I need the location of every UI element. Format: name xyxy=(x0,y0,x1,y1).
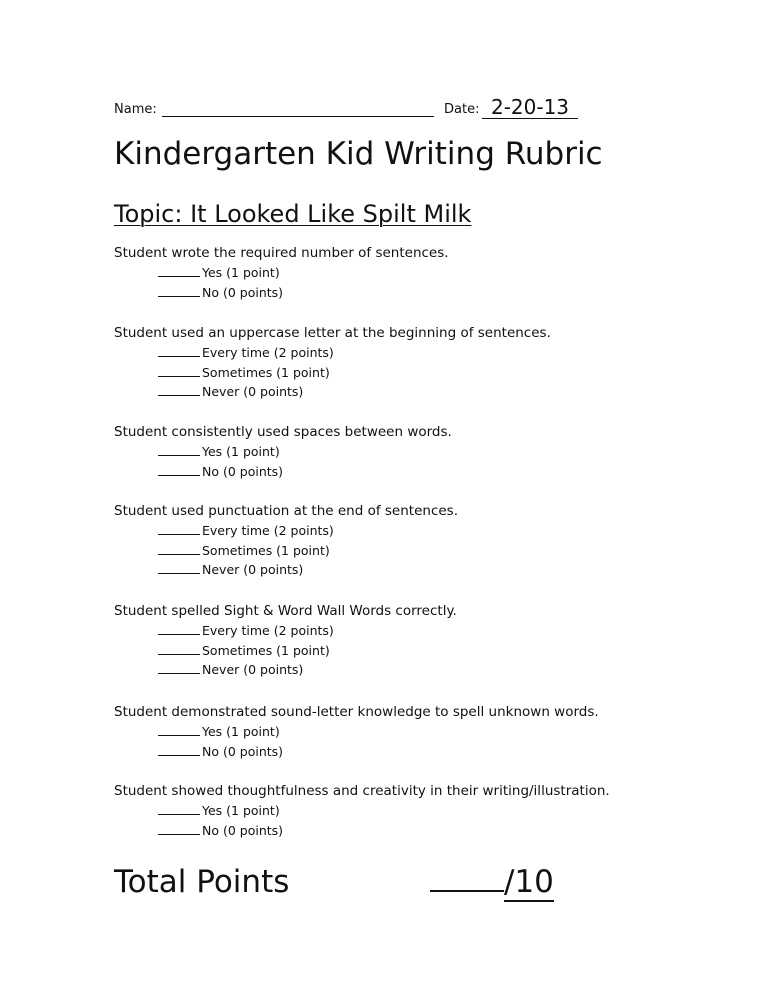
criterion-option xyxy=(158,363,714,383)
total-score xyxy=(430,860,554,904)
option-label: Yes (1 point) xyxy=(202,265,280,280)
criterion-question: Student spelled Sight & Word Wall Words correctly. xyxy=(114,603,457,619)
option-label: Never (0 points) xyxy=(202,384,304,399)
score-blank xyxy=(158,641,200,655)
criterion-3 xyxy=(114,423,714,481)
score-blank xyxy=(158,801,200,815)
criterion-option xyxy=(158,722,714,742)
criterion-7 xyxy=(114,782,714,840)
criterion-option xyxy=(158,541,714,561)
criterion-option xyxy=(158,742,714,762)
total-points-label: Total Points xyxy=(114,864,290,900)
criterion-option xyxy=(158,263,714,283)
criterion-option xyxy=(158,641,714,661)
criterion-4 xyxy=(114,502,714,580)
option-label: Never (0 points) xyxy=(202,662,304,677)
criterion-question: Student showed thoughtfulness and creativity in their writing/illustration. xyxy=(114,783,610,799)
option-label: Never (0 points) xyxy=(202,562,304,577)
option-label: Every time (2 points) xyxy=(202,345,334,360)
criterion-option xyxy=(158,521,714,541)
criterion-option xyxy=(158,283,714,303)
score-blank xyxy=(158,343,200,357)
header-row xyxy=(114,96,674,122)
option-label: Yes (1 point) xyxy=(202,724,280,739)
criterion-2 xyxy=(114,324,714,402)
score-blank xyxy=(158,560,200,574)
option-label: Yes (1 point) xyxy=(202,444,280,459)
criterion-question: Student wrote the required number of sentences. xyxy=(114,245,449,261)
option-label: No (0 points) xyxy=(202,743,284,759)
score-blank xyxy=(158,742,200,756)
total-score-blank xyxy=(430,860,504,892)
score-blank xyxy=(158,521,200,535)
option-label: No (0 points) xyxy=(202,822,284,838)
option-label: Sometimes (1 point) xyxy=(202,642,330,658)
criterion-question: Student consistently used spaces between words. xyxy=(114,424,452,440)
criterion-option xyxy=(158,660,714,680)
criterion-6 xyxy=(114,703,714,761)
criterion-option xyxy=(158,382,714,402)
date-label: Date: xyxy=(444,102,480,117)
name-blank xyxy=(162,102,434,117)
option-label: Sometimes (1 point) xyxy=(202,542,330,558)
score-blank xyxy=(158,283,200,297)
option-label: No (0 points) xyxy=(202,463,284,479)
criterion-1 xyxy=(114,244,714,302)
rubric-title: Kindergarten Kid Writing Rubric xyxy=(114,136,603,172)
score-blank xyxy=(158,541,200,555)
date-value: 2-20-13 xyxy=(482,96,578,119)
criterion-question: Student demonstrated sound-letter knowledge to spell unknown words. xyxy=(114,704,599,720)
criterion-question: Student used punctuation at the end of sentences. xyxy=(114,503,458,519)
criterion-option xyxy=(158,821,714,841)
criterion-option xyxy=(158,801,714,821)
score-blank xyxy=(158,382,200,396)
option-label: Sometimes (1 point) xyxy=(202,364,330,380)
criterion-option xyxy=(158,462,714,482)
score-blank xyxy=(158,660,200,674)
criterion-question: Student used an uppercase letter at the beginning of sentences. xyxy=(114,325,551,341)
score-blank xyxy=(158,363,200,377)
option-label: Yes (1 point) xyxy=(202,803,280,818)
score-blank xyxy=(158,462,200,476)
score-blank xyxy=(158,621,200,635)
criterion-5 xyxy=(114,602,714,680)
criterion-option xyxy=(158,621,714,641)
criterion-option xyxy=(158,343,714,363)
option-label: Every time (2 points) xyxy=(202,623,334,638)
criterion-option xyxy=(158,560,714,580)
rubric-topic: Topic: It Looked Like Spilt Milk xyxy=(114,200,472,228)
score-blank xyxy=(158,821,200,835)
score-blank xyxy=(158,442,200,456)
score-blank xyxy=(158,722,200,736)
total-denominator: /10 xyxy=(504,864,554,900)
criterion-option xyxy=(158,442,714,462)
option-label: No (0 points) xyxy=(202,284,284,300)
score-blank xyxy=(158,263,200,277)
name-label: Name: xyxy=(114,102,157,117)
option-label: Every time (2 points) xyxy=(202,523,334,538)
